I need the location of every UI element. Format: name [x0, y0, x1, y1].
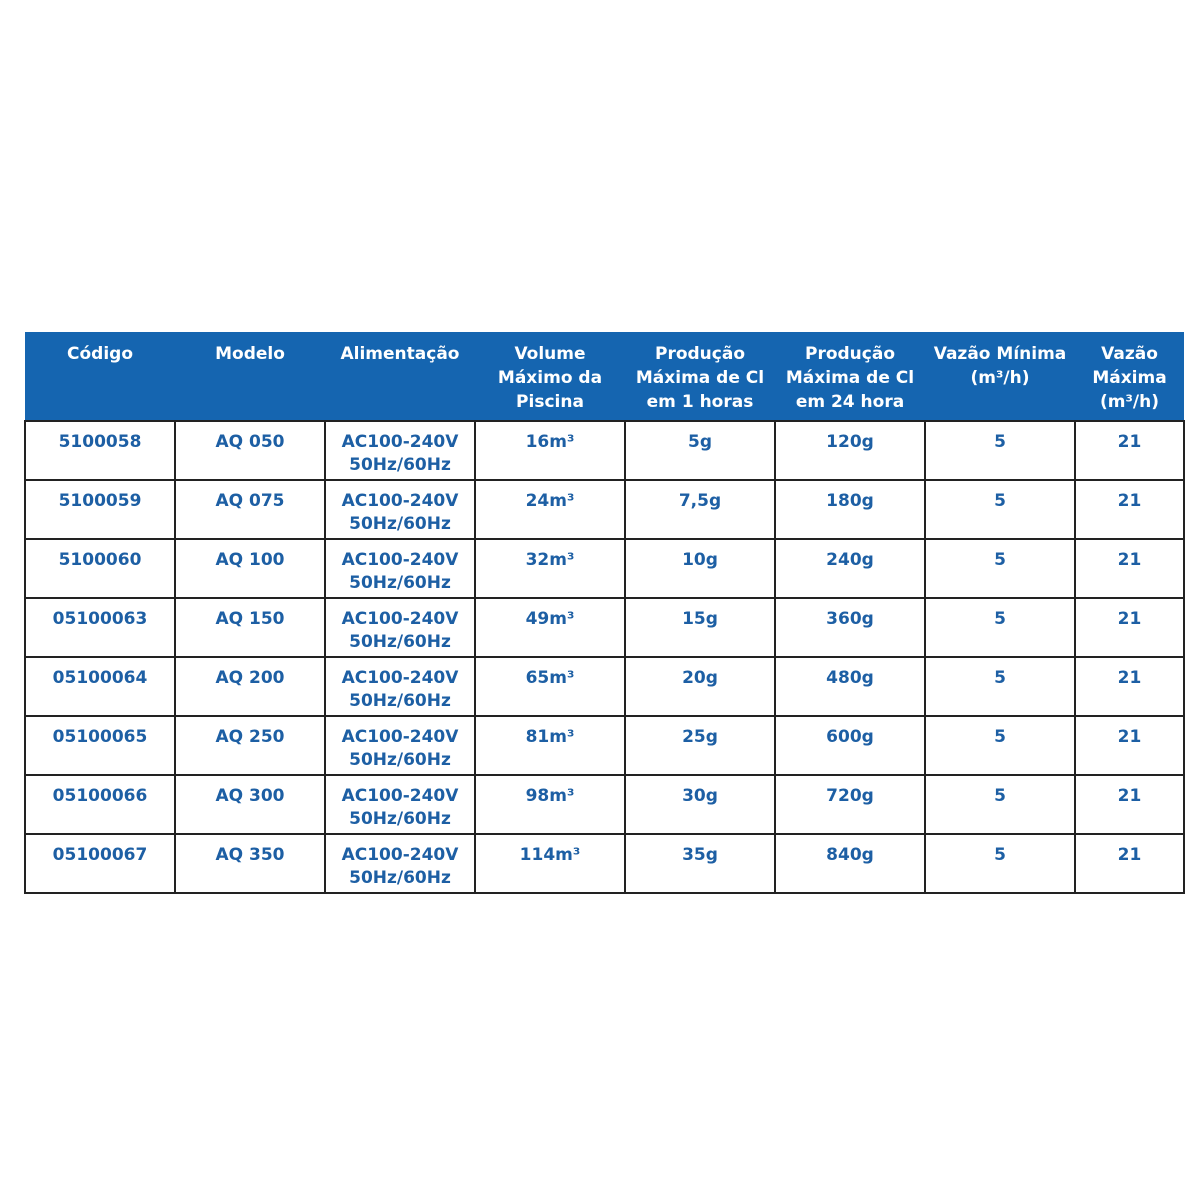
table-header	[25, 332, 1184, 421]
cell-producao-24h: 720g	[775, 775, 925, 834]
cell-producao-24h: 600g	[775, 716, 925, 775]
cell-volume: 32m³	[475, 539, 625, 598]
table-row	[25, 539, 1184, 598]
table-row	[25, 421, 1184, 480]
table-row	[25, 834, 1184, 893]
cell-alimentacao: AC100-240V 50Hz/60Hz	[325, 716, 475, 775]
cell-codigo: 5100059	[25, 480, 175, 539]
cell-producao-1h: 7,5g	[625, 480, 775, 539]
cell-vazao-maxima: 21	[1075, 598, 1184, 657]
cell-producao-1h: 25g	[625, 716, 775, 775]
cell-volume: 24m³	[475, 480, 625, 539]
spec-table	[24, 332, 1185, 894]
cell-vazao-maxima: 21	[1075, 834, 1184, 893]
header-vazao-minima: Vazão Mínima (m³/h)	[925, 332, 1075, 421]
cell-volume: 98m³	[475, 775, 625, 834]
cell-producao-1h: 20g	[625, 657, 775, 716]
cell-vazao-minima: 5	[925, 539, 1075, 598]
cell-producao-24h: 180g	[775, 480, 925, 539]
cell-vazao-maxima: 21	[1075, 775, 1184, 834]
cell-producao-24h: 240g	[775, 539, 925, 598]
table-row	[25, 716, 1184, 775]
cell-alimentacao: AC100-240V 50Hz/60Hz	[325, 598, 475, 657]
cell-alimentacao: AC100-240V 50Hz/60Hz	[325, 480, 475, 539]
header-producao-1h: Produção Máxima de Cl em 1 horas	[625, 332, 775, 421]
cell-codigo: 05100067	[25, 834, 175, 893]
cell-modelo: AQ 100	[175, 539, 325, 598]
cell-producao-1h: 5g	[625, 421, 775, 480]
cell-volume: 114m³	[475, 834, 625, 893]
table-row	[25, 657, 1184, 716]
table-body	[25, 421, 1184, 893]
header-alimentacao: Alimentação	[325, 332, 475, 421]
table-row	[25, 480, 1184, 539]
cell-alimentacao: AC100-240V 50Hz/60Hz	[325, 657, 475, 716]
cell-volume: 81m³	[475, 716, 625, 775]
cell-producao-24h: 480g	[775, 657, 925, 716]
cell-volume: 49m³	[475, 598, 625, 657]
header-modelo: Modelo	[175, 332, 325, 421]
cell-producao-1h: 35g	[625, 834, 775, 893]
cell-vazao-maxima: 21	[1075, 716, 1184, 775]
cell-codigo: 05100063	[25, 598, 175, 657]
cell-vazao-minima: 5	[925, 716, 1075, 775]
cell-vazao-minima: 5	[925, 480, 1075, 539]
cell-alimentacao: AC100-240V 50Hz/60Hz	[325, 834, 475, 893]
cell-vazao-maxima: 21	[1075, 480, 1184, 539]
cell-alimentacao: AC100-240V 50Hz/60Hz	[325, 775, 475, 834]
cell-vazao-minima: 5	[925, 834, 1075, 893]
cell-codigo: 05100066	[25, 775, 175, 834]
cell-codigo: 05100064	[25, 657, 175, 716]
cell-vazao-minima: 5	[925, 421, 1075, 480]
cell-modelo: AQ 200	[175, 657, 325, 716]
cell-modelo: AQ 250	[175, 716, 325, 775]
cell-codigo: 5100058	[25, 421, 175, 480]
cell-producao-1h: 15g	[625, 598, 775, 657]
cell-modelo: AQ 350	[175, 834, 325, 893]
cell-producao-1h: 10g	[625, 539, 775, 598]
cell-vazao-maxima: 21	[1075, 539, 1184, 598]
table-row	[25, 598, 1184, 657]
cell-alimentacao: AC100-240V 50Hz/60Hz	[325, 539, 475, 598]
cell-producao-1h: 30g	[625, 775, 775, 834]
cell-vazao-maxima: 21	[1075, 657, 1184, 716]
cell-codigo: 05100065	[25, 716, 175, 775]
cell-modelo: AQ 050	[175, 421, 325, 480]
header-producao-24h: Produção Máxima de Cl em 24 hora	[775, 332, 925, 421]
header-vazao-maxima: Vazão Máxima (m³/h)	[1075, 332, 1184, 421]
cell-alimentacao: AC100-240V 50Hz/60Hz	[325, 421, 475, 480]
cell-codigo: 5100060	[25, 539, 175, 598]
cell-producao-24h: 840g	[775, 834, 925, 893]
table-row	[25, 775, 1184, 834]
cell-modelo: AQ 300	[175, 775, 325, 834]
cell-producao-24h: 360g	[775, 598, 925, 657]
header-row	[25, 332, 1184, 421]
cell-vazao-maxima: 21	[1075, 421, 1184, 480]
cell-modelo: AQ 150	[175, 598, 325, 657]
cell-producao-24h: 120g	[775, 421, 925, 480]
cell-volume: 16m³	[475, 421, 625, 480]
cell-vazao-minima: 5	[925, 657, 1075, 716]
cell-vazao-minima: 5	[925, 775, 1075, 834]
cell-modelo: AQ 075	[175, 480, 325, 539]
cell-vazao-minima: 5	[925, 598, 1075, 657]
header-volume-maximo: Volume Máximo da Piscina	[475, 332, 625, 421]
header-codigo: Código	[25, 332, 175, 421]
cell-volume: 65m³	[475, 657, 625, 716]
